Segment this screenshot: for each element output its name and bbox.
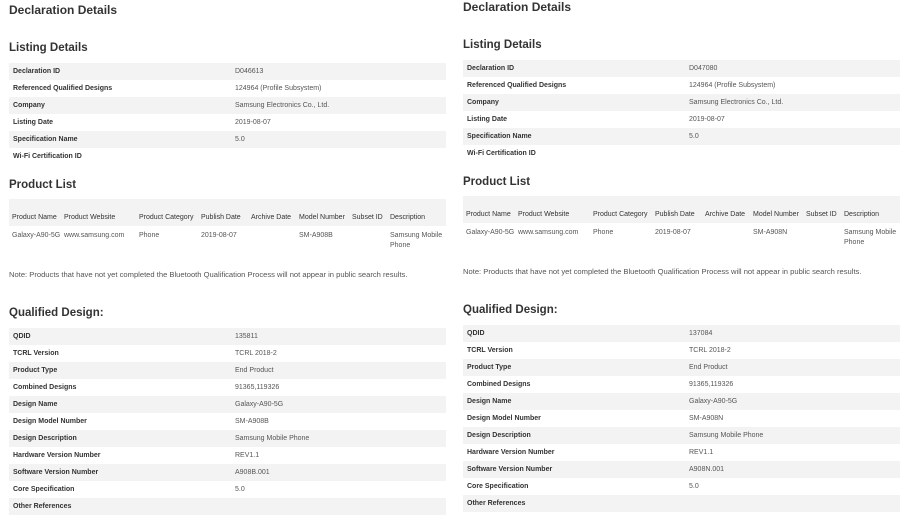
- row-key: Product Type: [467, 364, 512, 371]
- table-row: [9, 63, 446, 80]
- column-header: Publish Date: [655, 211, 695, 218]
- column-header: Subset ID: [806, 211, 837, 218]
- product-list-table: [9, 199, 446, 254]
- row-value: D046613: [235, 68, 264, 75]
- table-row: [463, 145, 900, 162]
- row-value: 135811: [235, 333, 258, 340]
- table-row: [9, 362, 446, 379]
- table-row: [463, 461, 900, 478]
- column-header: Product Name: [12, 214, 57, 221]
- table-row: [463, 376, 900, 393]
- row-key: Listing Date: [13, 119, 54, 126]
- column-header: Product Category: [593, 211, 648, 218]
- column-header: Product Category: [139, 214, 194, 221]
- product-category-cell: Phone: [593, 229, 614, 236]
- table-row: [9, 413, 446, 430]
- row-key: Company: [467, 99, 499, 106]
- column-header: Archive Date: [251, 214, 292, 221]
- column-header: Archive Date: [705, 211, 746, 218]
- row-value: A908B.001: [235, 469, 270, 476]
- table-row: [9, 226, 446, 254]
- row-value: 5.0: [235, 136, 245, 143]
- table-header-row: [9, 199, 446, 226]
- table-row: [463, 60, 900, 77]
- table-row: [463, 94, 900, 111]
- column-header: Model Number: [299, 214, 345, 221]
- table-row: [9, 345, 446, 362]
- row-value: 124964 (Profile Subsystem): [235, 85, 322, 92]
- row-value: 91365,119326: [689, 381, 734, 388]
- row-key: Software Version Number: [13, 469, 99, 476]
- row-value: Samsung Electronics Co., Ltd.: [689, 99, 784, 106]
- table-row: [9, 328, 446, 345]
- row-key: Specification Name: [467, 133, 532, 140]
- product-list-heading: Product List: [9, 179, 77, 191]
- table-row: [9, 80, 446, 97]
- panel-divider: [450, 0, 451, 515]
- row-key: Hardware Version Number: [467, 449, 555, 456]
- column-header: Model Number: [753, 211, 799, 218]
- row-value: 137084: [689, 330, 713, 337]
- row-value: 5.0: [689, 133, 699, 140]
- column-header: Subset ID: [352, 214, 383, 221]
- row-key: Design Name: [13, 401, 58, 408]
- row-value: 5.0: [689, 483, 699, 490]
- row-key: Combined Designs: [13, 384, 77, 391]
- page-title: Declaration Details: [463, 0, 572, 14]
- table-row: [9, 97, 446, 114]
- table-row: [9, 464, 446, 481]
- row-key: Software Version Number: [467, 466, 553, 473]
- row-value: 5.0: [235, 486, 245, 493]
- row-key: Combined Designs: [467, 381, 531, 388]
- page-title: Declaration Details: [9, 3, 118, 17]
- listing-details-table: [463, 60, 900, 162]
- table-row: [9, 447, 446, 464]
- row-value: TCRL 2018-2: [689, 347, 731, 354]
- row-key: Company: [13, 102, 45, 109]
- row-value: A908N.001: [689, 466, 725, 473]
- row-value: 2019-08-07: [689, 116, 725, 123]
- qualified-design-table: [463, 325, 900, 512]
- row-key: Product Type: [13, 367, 58, 374]
- row-value: SM-A908B: [235, 418, 269, 425]
- description-cell: Samsung Mobile Phone: [390, 232, 443, 249]
- row-key: Specification Name: [13, 136, 78, 143]
- row-value: Galaxy-A90-5G: [689, 398, 738, 405]
- qualified-design-heading: Qualified Design:: [463, 304, 558, 316]
- product-list-table: [463, 196, 900, 251]
- listing-details-heading: Listing Details: [463, 39, 542, 51]
- column-header: Product Website: [64, 214, 116, 221]
- row-key: Referenced Qualified Designs: [467, 82, 567, 89]
- row-key: QDID: [13, 333, 31, 340]
- table-row: [463, 111, 900, 128]
- row-value: End Product: [235, 367, 274, 374]
- description-cell: Samsung Mobile Phone: [844, 229, 897, 246]
- row-value: Samsung Mobile Phone: [689, 432, 764, 439]
- column-header: Publish Date: [201, 214, 241, 221]
- row-value: Galaxy-A90-5G: [235, 401, 284, 408]
- table-row: [463, 77, 900, 94]
- table-row: [9, 498, 446, 515]
- column-header: Description: [844, 211, 880, 218]
- product-name-cell: Galaxy-A90-5G: [466, 229, 515, 236]
- row-value: Samsung Electronics Co., Ltd.: [235, 102, 330, 109]
- table-row: [463, 342, 900, 359]
- product-name-cell: Galaxy-A90-5G: [12, 232, 61, 239]
- qualified-design-table: [9, 328, 446, 515]
- product-list-heading: Product List: [463, 176, 531, 188]
- row-value: 124964 (Profile Subsystem): [689, 82, 776, 89]
- table-row: [463, 495, 900, 512]
- column-header: Product Website: [518, 211, 570, 218]
- row-value: TCRL 2018-2: [235, 350, 277, 357]
- row-key: Design Description: [467, 432, 531, 439]
- table-row: [9, 148, 446, 165]
- row-key: Design Model Number: [13, 418, 87, 425]
- row-key: TCRL Version: [467, 347, 513, 354]
- model-number-cell: SM-A908B: [299, 232, 333, 239]
- row-key: TCRL Version: [13, 350, 59, 357]
- qualified-design-heading: Qualified Design:: [9, 307, 104, 319]
- row-key: Design Description: [13, 435, 77, 442]
- table-row: [9, 131, 446, 148]
- table-row: [9, 114, 446, 131]
- column-header: Description: [390, 214, 426, 221]
- product-category-cell: Phone: [139, 232, 160, 239]
- row-key: Hardware Version Number: [13, 452, 101, 459]
- row-key: Referenced Qualified Designs: [13, 85, 113, 92]
- row-value: REV1.1: [235, 452, 260, 459]
- column-header: Product Name: [466, 211, 511, 218]
- table-row: [463, 427, 900, 444]
- declaration-panel-right: [454, 0, 900, 515]
- table-row: [463, 410, 900, 427]
- publish-date-cell: 2019-08-07: [655, 229, 691, 236]
- qualification-note: Note: Products that have not yet completed the Bluetooth Qualification Process will not appear in public search results.: [9, 270, 408, 279]
- row-key: Other References: [467, 500, 526, 507]
- row-key: Core Specification: [467, 483, 529, 490]
- table-row: [463, 393, 900, 410]
- row-value: End Product: [689, 364, 728, 371]
- row-value: D047080: [689, 65, 718, 72]
- row-key: Other References: [13, 503, 72, 510]
- qualification-note: Note: Products that have not yet completed the Bluetooth Qualification Process will not appear in public search results.: [463, 267, 862, 276]
- row-key: Declaration ID: [13, 68, 61, 75]
- table-row: [463, 128, 900, 145]
- row-key: Wi-Fi Certification ID: [467, 150, 536, 157]
- table-row: [463, 359, 900, 376]
- listing-details-table: [9, 63, 446, 165]
- table-row: [9, 481, 446, 498]
- row-value: SM-A908N: [689, 415, 724, 422]
- row-value: 91365,119326: [235, 384, 280, 391]
- row-key: Design Name: [467, 398, 512, 405]
- listing-details-heading: Listing Details: [9, 42, 88, 54]
- table-row: [9, 379, 446, 396]
- row-value: Samsung Mobile Phone: [235, 435, 310, 442]
- table-row: [463, 478, 900, 495]
- publish-date-cell: 2019-08-07: [201, 232, 237, 239]
- row-value: 2019-08-07: [235, 119, 271, 126]
- table-row: [463, 444, 900, 461]
- model-number-cell: SM-A908N: [753, 229, 788, 236]
- row-key: Listing Date: [467, 116, 508, 123]
- table-header-row: [463, 196, 900, 223]
- row-key: Core Specification: [13, 486, 75, 493]
- table-row: [9, 396, 446, 413]
- table-row: [463, 223, 900, 251]
- row-key: Wi-Fi Certification ID: [13, 153, 82, 160]
- declaration-panel-left: [0, 0, 446, 515]
- row-key: QDID: [467, 330, 485, 337]
- table-row: [9, 430, 446, 447]
- table-row: [463, 325, 900, 342]
- row-key: Design Model Number: [467, 415, 541, 422]
- product-website-link[interactable]: www.samsung.com: [64, 232, 125, 239]
- product-website-link[interactable]: www.samsung.com: [518, 229, 579, 236]
- row-value: REV1.1: [689, 449, 714, 456]
- row-key: Declaration ID: [467, 65, 515, 72]
